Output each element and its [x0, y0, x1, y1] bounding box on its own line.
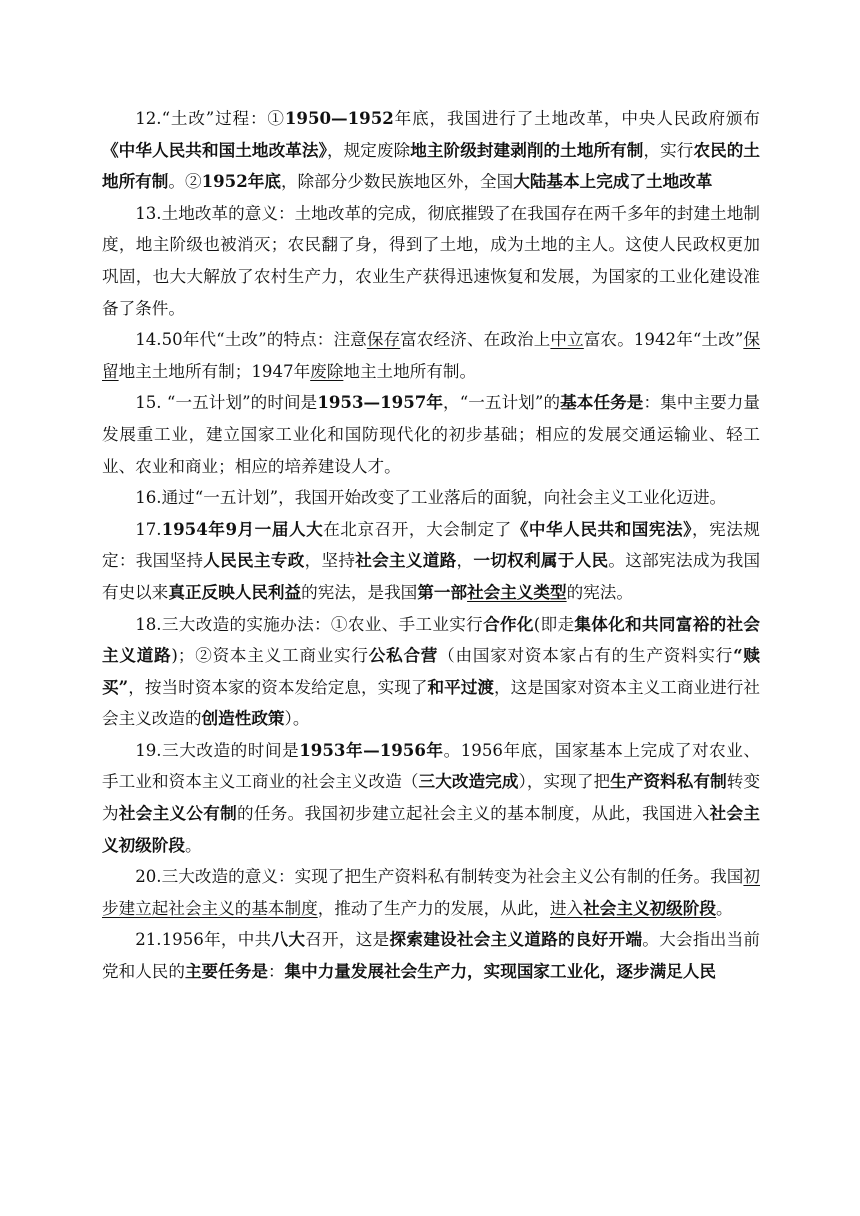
emphasis-text: 社会主义类型 [467, 581, 567, 602]
emphasis-text: 《中华人民共和国土地改革法》 [102, 139, 327, 160]
emphasis-text: 农民的土地所有制 [102, 139, 761, 192]
emphasis-text: 1953—1957年 [317, 392, 444, 413]
body-text: 召开，这是 [305, 930, 390, 950]
emphasis-text: 社会主义道路 [355, 550, 457, 571]
body-text: 的宪法。 [566, 582, 633, 602]
emphasis-text: 1953年—1956年 [299, 739, 444, 760]
body-text: 富农经济、在政治上 [400, 330, 551, 350]
paragraph-15 [102, 387, 760, 482]
body-text: ：集中主要力量发展重工业，建立国家工业化和国防现代化的初步基础；相应的发展交通运输业、轻工业、农业和商业；相应的培养建设人才。 [102, 393, 761, 476]
paragraph-21 [102, 924, 760, 987]
emphasis-text: 大陆基本上完成了土地改革 [513, 171, 713, 192]
body-text: ，推动了生产力的发展，从此， [317, 898, 551, 918]
body-text: 的宪法，是我国 [301, 582, 418, 602]
emphasis-text: “赎买” [102, 645, 761, 697]
body-text: 地主土地所有制。 [343, 361, 477, 381]
emphasis-text: 1950—1952 [284, 108, 394, 128]
document-page [102, 103, 760, 988]
emphasis-text: 第一部 [417, 581, 468, 602]
underlined-text: 保存 [366, 330, 401, 350]
body-text: 20.三大改造的意义：实现了把生产资料私有制转变为社会主义公有制的任务。我国 [135, 867, 744, 887]
body-text: )；②资本主义工商业实行 [171, 646, 369, 666]
body-text: 年底，我国进行了土地改革，中央人民政府颁布 [393, 109, 761, 128]
emphasis-text: 公私合营 [368, 645, 439, 666]
body-text: 21.1956年，中共 [135, 930, 272, 950]
body-text: ，宪法规定：我国坚持 [102, 519, 761, 571]
emphasis-text: 一切权利属于人民 [473, 550, 609, 571]
emphasis-text: 地主阶级封建剥削的土地所有制 [410, 139, 644, 160]
emphasis-text: 八大 [271, 929, 306, 950]
body-text: （由国家对资本家占有的生产资料实行 [438, 646, 734, 666]
body-text: 18.三大改造的实施办法：①农业、手工业实行 [135, 614, 484, 634]
underlined-text: 进入 [550, 898, 584, 918]
body-text: 14.50年代“土改”的特点：注意 [135, 330, 367, 350]
emphasis-text: 《中华人民共和国宪法》 [511, 518, 692, 539]
emphasis-text: 集中力量发展社会生产力，实现国家工业化，逐步满足人民 [284, 961, 716, 982]
body-text: 15. “一五计划”的时间是 [135, 393, 318, 413]
body-text: ，实行 [643, 140, 694, 160]
body-text: ，按当时资本家的资本发给定息，实现了 [128, 677, 428, 697]
emphasis-text: 创造性政策 [201, 708, 285, 729]
emphasis-text: 基本任务是 [560, 392, 644, 413]
body-text: ，坚持 [304, 551, 356, 571]
emphasis-text: 1952年底 [201, 171, 281, 192]
emphasis-text: 生产资料私有制 [610, 771, 727, 792]
paragraph-19 [102, 735, 760, 861]
body-text: ，这是国家对资本主义工商业进行社会主义改造的 [102, 677, 761, 729]
paragraph-13 [102, 198, 760, 324]
body-text: 。② [168, 172, 202, 192]
paragraph-18 [102, 609, 760, 735]
body-text: 。这部宪法成为我国有史以来 [102, 551, 761, 602]
emphasis-text: 1954年9月一届人大 [161, 518, 324, 539]
body-text: (即走 [533, 614, 575, 634]
body-text: ，规定废除 [326, 140, 411, 160]
body-text: 16.通过“一五计划”，我国开始改变了工业落后的面貌，向社会主义工业化迈进。 [135, 488, 727, 508]
body-text: 。1956年底，国家基本上完成了对农业、手工业和资本主义工商业的社会主义改造（ [102, 740, 760, 792]
body-text: ， [456, 551, 474, 571]
emphasis-text: 集体化和共同富裕的社会主义道路 [102, 613, 761, 666]
body-text: 19.三大改造的时间是 [135, 740, 300, 760]
body-text: 。大会指出当前党和人民的 [102, 930, 761, 982]
body-text: ，除部分少数民族地区外，全国 [280, 172, 514, 192]
underlined-text: 废除 [310, 361, 344, 381]
body-text: ，“一五计划”的 [443, 393, 561, 413]
underlined-text: 初步建立起社会主义的基本制度 [102, 867, 760, 918]
body-text: 的任务。我国初步建立起社会主义的基本制度，从此，我国进入 [237, 804, 710, 824]
body-text: 富农。1942年“土改” [583, 330, 744, 350]
emphasis-text: 合作化 [483, 613, 534, 634]
body-text: ），实现了把 [518, 772, 611, 792]
emphasis-text: 三大改造完成 [418, 771, 519, 792]
underlined-text: 保留 [102, 330, 761, 381]
paragraph-17 [102, 514, 760, 609]
body-text: 转变为 [102, 772, 761, 824]
emphasis-text: 主要任务是 [184, 961, 268, 982]
emphasis-text: 真正反映人民利益 [168, 581, 302, 602]
paragraph-12 [102, 103, 760, 198]
body-text: ： [267, 962, 285, 982]
emphasis-text: 人民民主专政 [203, 550, 305, 571]
emphasis-text: 探索建设社会主义道路的良好开端 [389, 929, 643, 950]
body-text: 17. [135, 519, 162, 539]
body-text: ）。 [284, 709, 310, 729]
body-text: 。 [715, 898, 733, 918]
emphasis-text: 社会主义公有制 [118, 803, 238, 824]
body-text: 。 [184, 835, 202, 855]
paragraph-14 [102, 324, 760, 387]
emphasis-text: 社会主义初级阶段 [583, 897, 716, 918]
paragraph-20 [102, 861, 760, 924]
emphasis-text: 社会主义初级阶段 [102, 803, 761, 855]
body-text: 地主土地所有制；1947年 [118, 361, 311, 381]
body-text: 在北京召开，大会制定了 [323, 519, 512, 539]
body-text: 13.土地改革的意义：土地改革的完成，彻底摧毁了在我国存在两千多年的封建土地制度，地主阶级也被消灭；农民翻了身，得到了土地，成为土地的主人。这使人民政权更加巩固，也大大解放了农村生产力，农业生产获得迅速恢复和发展，为国家的工业化建设准备了条件。 [102, 203, 760, 318]
body-text: 12.“土改”过程：① [135, 109, 285, 128]
emphasis-text: 和平过渡 [427, 676, 495, 697]
underlined-text: 中立 [550, 330, 584, 350]
paragraph-16 [102, 482, 760, 514]
